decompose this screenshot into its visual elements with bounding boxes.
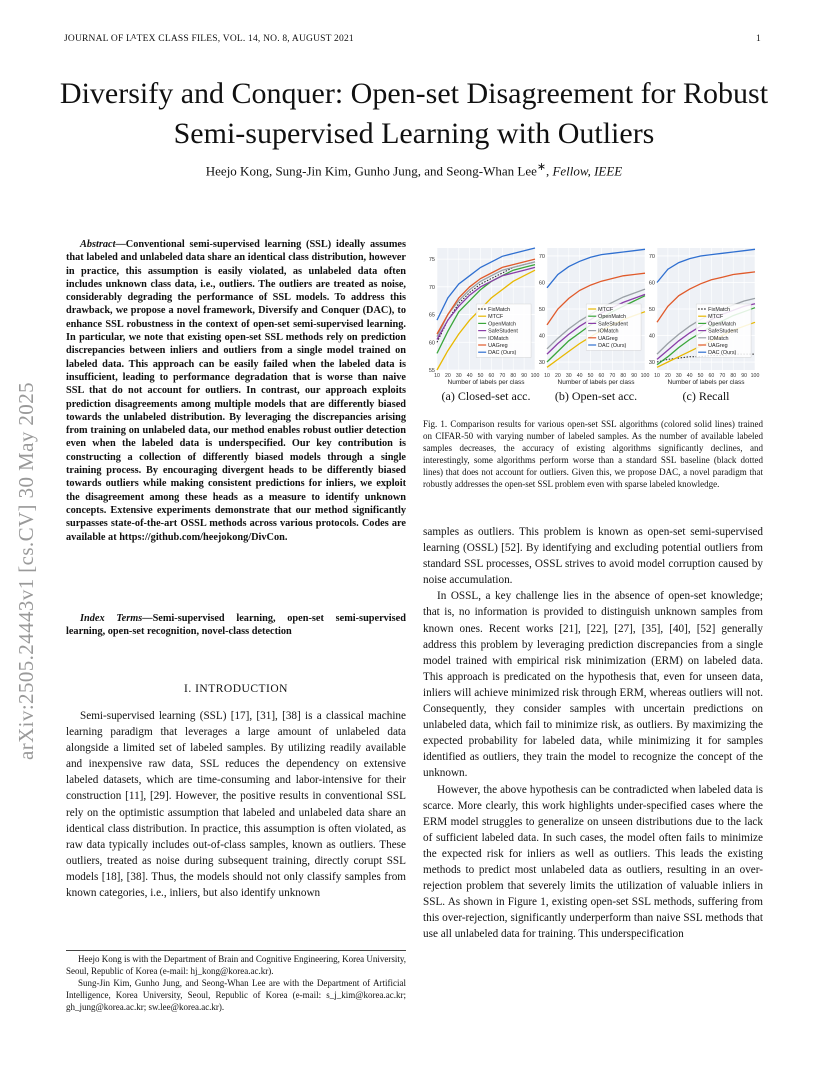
legend-label: FixMatch — [488, 307, 511, 313]
running-header: JOURNAL OF $L^ATEX$ CLASS FILES, VOL. 14, NO. 8, AUGUST 2021 — [64, 32, 354, 44]
legend-label: SafeStudent — [708, 328, 738, 335]
x-tick-label: 20 — [444, 373, 451, 379]
fellow-title: Fellow, IEEE — [552, 163, 623, 179]
author-line: Heejo Kong, Sung-Jin Kim, Gunho Jung, and Seong-Whan Lee∗, Fellow, IEEE — [205, 161, 623, 179]
x-tick-label: 100 — [530, 373, 540, 379]
y-tick-label: 65 — [428, 312, 435, 319]
x-tick-label: 100 — [640, 373, 650, 379]
x-axis-label: Number of labels per class — [557, 379, 635, 386]
legend-label: MTCF — [598, 307, 614, 313]
x-tick-label: 50 — [697, 373, 704, 379]
legend-label: IOMatch — [598, 328, 619, 335]
x-tick-label: 70 — [609, 373, 616, 379]
subfigure-caption: (b) Open-set acc. — [554, 389, 638, 403]
abstract-text: —Conventional semi-supervised learning (SSL) ideally assumes that labeled and unlabeled data share an identical class distribution, however in practice, this assumption is easily violated, as unlabeled data often includes unknown class data, i.e., outliers. The outliers are treated as noise, considerably degrading the performance of SSL models. To address this drawback, we propose a novel framework, Diversify and Conquer (DAC), to enhance SSL robustness in the context of open-set semi-supervised learning. In particular, we note that existing open-set SSL methods rely on prediction discrepancies between inliers and outliers from a single model trained on labeled data. This approach can be easily failed when the labeled data is insufficient, leading to performance degradation that is worse than naive SSL that do not account for outliers. In contrast, our approach exploits prediction disagreements among multiple models that are differently biased towards the unlabeled distribution. By leveraging the discrepancies arising from training on unlabeled data, our method enables robust outlier detection even when the labeled data is underspecified. Our key contribution is constructing a collection of differently biased models through a single training process. By encouraging divergent heads to be differently biased towards outliers while making consistent predictions for inliers, we exploit the disagreement among these heads as a measure to identify unknown concepts. Extensive experiments demonstrate that our method significantly surpasses state-of-the-art OSSL methods across various protocols. Codes are available at https://github.com/heejokong/DivCon. — [66, 239, 406, 543]
legend-label: DAC (Ours) — [488, 350, 517, 357]
x-tick-label: 40 — [686, 373, 693, 379]
subfigure-caption: (c) Recall — [682, 389, 730, 403]
y-tick-label: 55 — [428, 368, 435, 374]
x-axis-label: Number of labels per class — [447, 379, 525, 386]
y-tick-label: 70 — [428, 284, 435, 291]
x-tick-label: 60 — [708, 373, 715, 379]
y-tick-label: 40 — [538, 333, 545, 340]
page-number: 1 — [756, 34, 761, 44]
abstract-lead: Abstract — [80, 239, 116, 250]
x-tick-label: 40 — [576, 373, 583, 379]
x-tick-label: 50 — [587, 373, 594, 379]
legend-label: OpenMatch — [488, 321, 517, 328]
x-tick-label: 30 — [565, 373, 572, 379]
y-tick-label: 60 — [538, 280, 545, 287]
section-heading: I. INTRODUCTION — [184, 683, 288, 695]
legend-label: UAGreg — [708, 343, 728, 349]
paragraph-1: samples as outliers. This problem is known as open-set semi-supervised learning (OSSL) [52]. By identifying and excluding potential outliers from standard SSL processes, OSSL strives to avoid model corruption caused by noise accumulation. — [423, 526, 763, 587]
legend-label: IOMatch — [488, 335, 509, 342]
legend-label: UAGreg — [598, 335, 618, 342]
x-tick-label: 10 — [654, 373, 660, 379]
legend-label: DAC (Ours) — [708, 350, 737, 357]
y-tick-label: 30 — [648, 360, 655, 367]
corresponding-mark: ∗ — [536, 161, 546, 173]
y-tick-label: 30 — [538, 360, 545, 367]
x-tick-label: 100 — [750, 373, 760, 379]
legend-label: SafeStudent — [488, 328, 518, 335]
y-tick-label: 75 — [428, 257, 435, 264]
legend-label: FixMatch — [708, 307, 731, 313]
figure-caption: Fig. 1. Comparison results for various open-set SSL algorithms (colored solid lines) trained on CIFAR-50 with varying number of labeled samples. As the number of available labeled samples decreases, the accuracy of existing algorithms significantly declines, and interestingly, some algorithms perform worse than a standard SSL baseline (black dotted lines) that does not account for outliers. Given this, we propose DAC, a novel paradigm that robustly addresses the open-set SSL problem even with sparse labeled knowledge. — [423, 419, 763, 489]
legend-label: MTCF — [488, 314, 504, 321]
paragraph-3: However, the above hypothesis can be contradicted when labeled data is scarce. More clearly, this work highlights under-specified cases where the ERM model struggles to generalize on unseen distributions due to the lack of sufficient labeled data. In such cases, the model often fails to minimize the expected risk for inliers as well as outliers. This leads the existing methods to predict most unlabeled data as outliers, resulting in an over-rejection problem that severely limits the utilization of valuable inliers in SSL. As shown in Figure 1, existing open-set SSL methods, suffering from this over-rejection, significantly underperform than naive SSL methods that use all unlabeled data for training. This underspecification — [423, 783, 763, 941]
y-tick-label: 50 — [538, 307, 545, 313]
paragraph-2: In OSSL, a key challenge lies in the absence of open-set knowledge; that is, no information is provided to distinguish unknown samples from known ones. Recent works [21], [22], [27], [35], [40], [52] generally address this problem by leveraging prediction discrepancies from a single model trained with empirical risk minimization (ERM) on labeled data. This approach is predicated on the hypothesis that, even for unseen data, inliers will achieve minimized risk through ERM, whereas outliers will not. Consequently, they consider samples with uncertain predictions on unlabeled data, which fail to minimize risk, as outliers. By maximizing the expected probability for labeled data, while minimizing it for samples identified as outliers, they train the model to recognize the concept of the unknown. — [423, 590, 763, 780]
legend-label: DAC (Ours) — [598, 343, 627, 349]
legend-label: IOMatch — [708, 335, 729, 342]
figure-1-charts — [423, 240, 763, 410]
right-column-text — [423, 524, 763, 942]
index-terms — [66, 612, 406, 639]
chart-panel-2 — [539, 248, 650, 403]
chart-panel-3 — [649, 248, 760, 403]
abstract — [66, 238, 406, 544]
x-tick-label: 70 — [499, 373, 506, 379]
x-tick-label: 80 — [620, 373, 627, 379]
x-tick-label: 30 — [455, 373, 462, 379]
x-tick-label: 70 — [719, 373, 726, 379]
subfigure-caption: (a) Closed-set acc. — [441, 389, 531, 403]
x-tick-label: 50 — [477, 373, 484, 379]
legend-label: MTCF — [708, 314, 724, 321]
legend-label: OpenMatch — [598, 314, 627, 321]
x-tick-label: 90 — [521, 373, 528, 379]
y-tick-label: 70 — [538, 253, 545, 260]
y-tick-label: 40 — [648, 333, 655, 340]
x-tick-label: 80 — [730, 373, 737, 379]
x-tick-label: 80 — [510, 373, 517, 379]
intro-text: Semi-supervised learning (SSL) [17], [31], [38] is a classical machine learning paradigm that leverages a large amount of unlabeled data alongside a limited set of labeled samples. By utilizing readily available and inexpensive raw data, SSL reduces the dependency on extensive labeled datasets, which are time-consuming and labor-intensive for their construction [11], [29]. However, the positive results in conventional SSL rely on the optimistic assumption that labeled and unlabeled data share an identical class distribution. In practice, this assumption is often violated, as raw data typically includes out-of-class samples, known as outliers. These outliers, treated as noise during subsequent training, directly corupt SSL models [18], [38]. Thus, the models should not only classify samples from known categories, i.e., inliers, but also identify unknown — [66, 710, 406, 900]
footnote-1: Heejo Kong is with the Department of Brain and Cognitive Engineering, Korea University, Seoul, Republic of Korea (e-mail: hj_kong@korea.ac.kr). — [66, 954, 406, 976]
legend-label: OpenMatch — [708, 321, 737, 328]
chart-panel-1 — [429, 248, 540, 403]
footnotes — [66, 950, 406, 1013]
legend-label: UAGreg — [488, 343, 508, 349]
y-tick-label: 60 — [648, 280, 655, 287]
x-axis-label: Number of labels per class — [667, 379, 745, 386]
x-tick-label: 10 — [544, 373, 550, 379]
x-tick-label: 30 — [675, 373, 682, 379]
arxiv-stamp: arXiv:2505.24443v1 [cs.CV] 30 May 2025 — [14, 382, 38, 760]
author-names: Heejo Kong, Sung-Jin Kim, Gunho Jung, and Seong-Whan Lee — [205, 163, 537, 179]
y-tick-label: 60 — [428, 340, 435, 347]
x-tick-label: 40 — [466, 373, 473, 379]
x-tick-label: 20 — [664, 373, 671, 379]
y-tick-label: 50 — [648, 307, 655, 313]
paper-title: Diversify and Conquer: Open-set Disagreement for Robust Semi-supervised Learning with Outliers — [59, 77, 769, 150]
legend-label: SafeStudent — [598, 321, 628, 328]
index-terms-text: —Semi-supervised learning, open-set semi-supervised learning, open-set recognition, novel-class detection — [66, 613, 406, 638]
y-tick-label: 70 — [648, 253, 655, 260]
x-tick-label: 60 — [598, 373, 605, 379]
index-terms-lead: Index Terms — [80, 613, 143, 624]
x-tick-label: 90 — [631, 373, 638, 379]
footnote-2: Sung-Jin Kim, Gunho Jung, and Seong-Whan Lee are with the Department of Artificial Intelligence, Korea University, Seoul, Republic of Korea (e-mail: s_j_kim@korea.ac.kr; gh_jung@korea.ac.kr; sw.lee@korea.ac.kr). — [66, 978, 406, 1012]
x-tick-label: 10 — [434, 373, 440, 379]
x-tick-label: 90 — [741, 373, 748, 379]
x-tick-label: 60 — [488, 373, 495, 379]
x-tick-label: 20 — [554, 373, 561, 379]
figure-1 — [423, 240, 763, 410]
intro-paragraph — [66, 708, 406, 901]
